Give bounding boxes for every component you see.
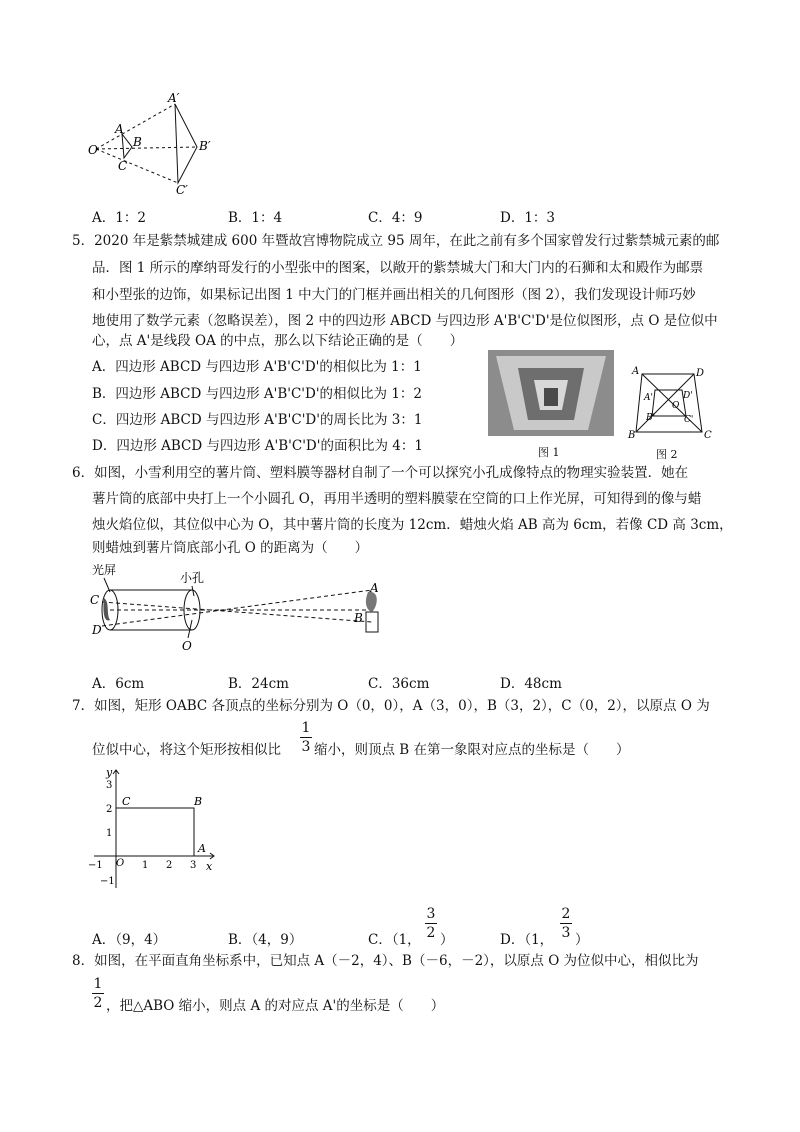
q5-fig2-label-A: A	[632, 366, 640, 377]
q5-fig2-label-O: O	[672, 401, 680, 411]
q6-label-A: A	[370, 581, 379, 595]
q7-x-axis-label: x	[206, 860, 213, 873]
q7-ratio-fraction	[300, 720, 312, 755]
q5-text-line-4: 地使用了数学元素（忽略误差），图 2 中的四边形 ABCD 与四边形 A'B'C'D'是位似图形，点 O 是位似中	[92, 313, 718, 329]
q7-ratio-num: 1	[301, 720, 311, 736]
q7-y-tick-1: 1	[106, 828, 113, 839]
q7-option-c-post: ）	[440, 932, 454, 948]
q5-fig2-label-C1: C'	[684, 415, 694, 425]
q7-option-d[interactable]	[500, 928, 553, 948]
q7-x-tick-1: 1	[142, 860, 149, 871]
q4-option-c[interactable]: C．4：9	[368, 210, 423, 226]
q7-option-c-den: 2	[426, 925, 436, 941]
q4-label-A1: A′	[168, 91, 180, 105]
q5-fig2-diagram	[626, 362, 716, 444]
q7-coordinate-graph	[86, 766, 226, 896]
q7-option-c-fraction	[425, 906, 437, 941]
q6-text-line-1: 6．如图，小雪利用空的薯片筒、塑料膜等器材自制了一个可以探究小孔成像特点的物理实验装置．她在	[72, 465, 689, 481]
q4-label-C1: C′	[176, 183, 188, 195]
q6-text-line-3: 烛火焰位似，其位似中心为 O，其中薯片筒的长度为 12cm．蜡烛火焰 AB 高为 6cm，若像 CD 高 3cm，	[92, 517, 733, 533]
q8-text-line-2: ，把△ABO 缩小，则点 A 的对应点 A'的坐标是（ ）	[106, 998, 445, 1014]
q4-label-A: A	[115, 122, 124, 136]
q6-label-O: O	[182, 639, 192, 653]
q7-option-d-num: 2	[561, 906, 571, 922]
q4-figure	[80, 90, 220, 195]
q7-text-line-1: 7．如图，矩形 OABC 各顶点的坐标分别为 O（0，0），A（3，0），B（3，2），C（0，2），以原点 O 为	[72, 698, 710, 714]
q6-option-b[interactable]: B．24cm	[228, 676, 289, 692]
q5-text-line-2: 品．图 1 所示的摩纳哥发行的小型张中的图案，以敞开的紫禁城大门和大门内的石狮和太和殿作为邮票	[92, 260, 704, 276]
q6-option-c[interactable]: C．36cm	[368, 676, 430, 692]
q6-option-a[interactable]: A．6cm	[92, 676, 145, 692]
q5-option-b[interactable]: B．四边形 ABCD 与四边形 A'B'C'D'的相似比为 1：2	[92, 386, 423, 402]
q5-fig2-label-B: B	[628, 430, 636, 441]
q7-option-d-fraction	[560, 906, 572, 941]
q5-fig2-label-D: D	[696, 368, 705, 379]
q7-point-B: B	[194, 795, 203, 808]
q4-option-b[interactable]: B．1：4	[228, 210, 283, 226]
q7-x-tick-neg1: −1	[88, 860, 103, 871]
q7-option-c-num: 3	[426, 906, 436, 922]
q8-ratio-fraction	[92, 976, 104, 1011]
q7-origin-label: O	[116, 858, 125, 869]
q7-y-tick-neg1: −1	[100, 876, 115, 887]
q4-option-a[interactable]: A．1：2	[92, 210, 146, 226]
q5-option-d[interactable]: D．四边形 ABCD 与四边形 A'B'C'D'的面积比为 4：1	[92, 438, 423, 454]
q7-text-line-2-pre: 位似中心，将这个矩形按相似比	[92, 742, 281, 758]
q6-text-line-2: 薯片筒的底部中央打上一个小圆孔 O，再用半透明的塑料膜蒙在空筒的口上作光屏，可知得到的像与蜡	[92, 491, 702, 507]
q5-fig1-caption: 图 1	[538, 446, 560, 459]
q6-label-B: B	[354, 611, 363, 625]
q7-point-C: C	[122, 795, 131, 808]
q7-option-d-pre: D．（1，	[500, 932, 554, 948]
q7-y-tick-3: 3	[106, 780, 113, 791]
q5-option-a[interactable]: A．四边形 ABCD 与四边形 A'B'C'D'的相似比为 1：1	[92, 359, 422, 375]
q7-option-a[interactable]: A．（9，4）	[92, 932, 167, 948]
q7-point-A: A	[198, 842, 206, 855]
q6-label-hole: 小孔	[180, 571, 205, 585]
q7-text-line-2-post: 缩小，则顶点 B 在第一象限对应点的坐标是（ ）	[314, 742, 630, 758]
q5-fig2-caption: 图 2	[656, 448, 678, 461]
q6-text-line-4: 则蜡烛到薯片筒底部小孔 O 的距离为（ ）	[92, 540, 369, 556]
q5-fig1-photo	[488, 350, 614, 436]
q5-fig2-label-A1: A'	[644, 393, 653, 403]
q6-label-C: C	[90, 593, 100, 607]
q7-option-d-den: 3	[561, 925, 571, 941]
q7-option-c[interactable]	[368, 928, 421, 948]
q8-text-line-1: 8．如图，在平面直角坐标系中，已知点 A（－2，4）、B（－6，－2），以原点 O 为位似中心，相似比为	[72, 953, 699, 969]
q6-pinhole-figure	[88, 562, 398, 662]
q6-label-D: D	[92, 623, 102, 637]
q5-text-line-5: 心，点 A'是线段 OA 的中点，那么以下结论正确的是（ ）	[92, 333, 464, 349]
q7-x-tick-2: 2	[166, 860, 173, 871]
q7-option-d-post: ）	[575, 932, 589, 948]
q4-label-B: B	[133, 135, 142, 149]
q5-text-line-1: 5．2020 年是紫禁城建成 600 年暨故宫博物院成立 95 周年，在此之前有多个国家曾发行过紫禁城元素的邮	[72, 233, 720, 249]
q4-label-B1: B′	[199, 139, 211, 153]
q5-text-line-3: 和小型张的边饰，如果标记出图 1 中大门的门框并画出相关的几何图形（图 2），我们发现设计师巧妙	[92, 287, 696, 303]
q7-y-axis-label: y	[106, 766, 113, 779]
q4-option-d[interactable]: D．1：3	[500, 210, 556, 226]
q7-y-tick-2: 2	[106, 804, 113, 815]
q7-option-b[interactable]: B．（4，9）	[228, 932, 303, 948]
q7-x-tick-3: 3	[190, 860, 197, 871]
q4-label-O: O	[88, 143, 98, 157]
q7-ratio-den: 3	[301, 739, 311, 755]
q5-fig2-label-B1: B'	[646, 413, 656, 423]
q4-label-C: C	[118, 159, 128, 173]
q8-ratio-den: 2	[93, 995, 103, 1011]
q8-ratio-num: 1	[93, 976, 103, 992]
q7-option-c-pre: C．（1，	[368, 932, 421, 948]
q5-option-c[interactable]: C．四边形 ABCD 与四边形 A'B'C'D'的周长比为 3：1	[92, 412, 423, 428]
q6-option-d[interactable]: D．48cm	[500, 676, 562, 692]
q5-fig2-label-C: C	[704, 430, 712, 441]
q6-label-screen: 光屏	[92, 563, 117, 577]
q5-fig2-label-D1: D'	[683, 391, 693, 401]
